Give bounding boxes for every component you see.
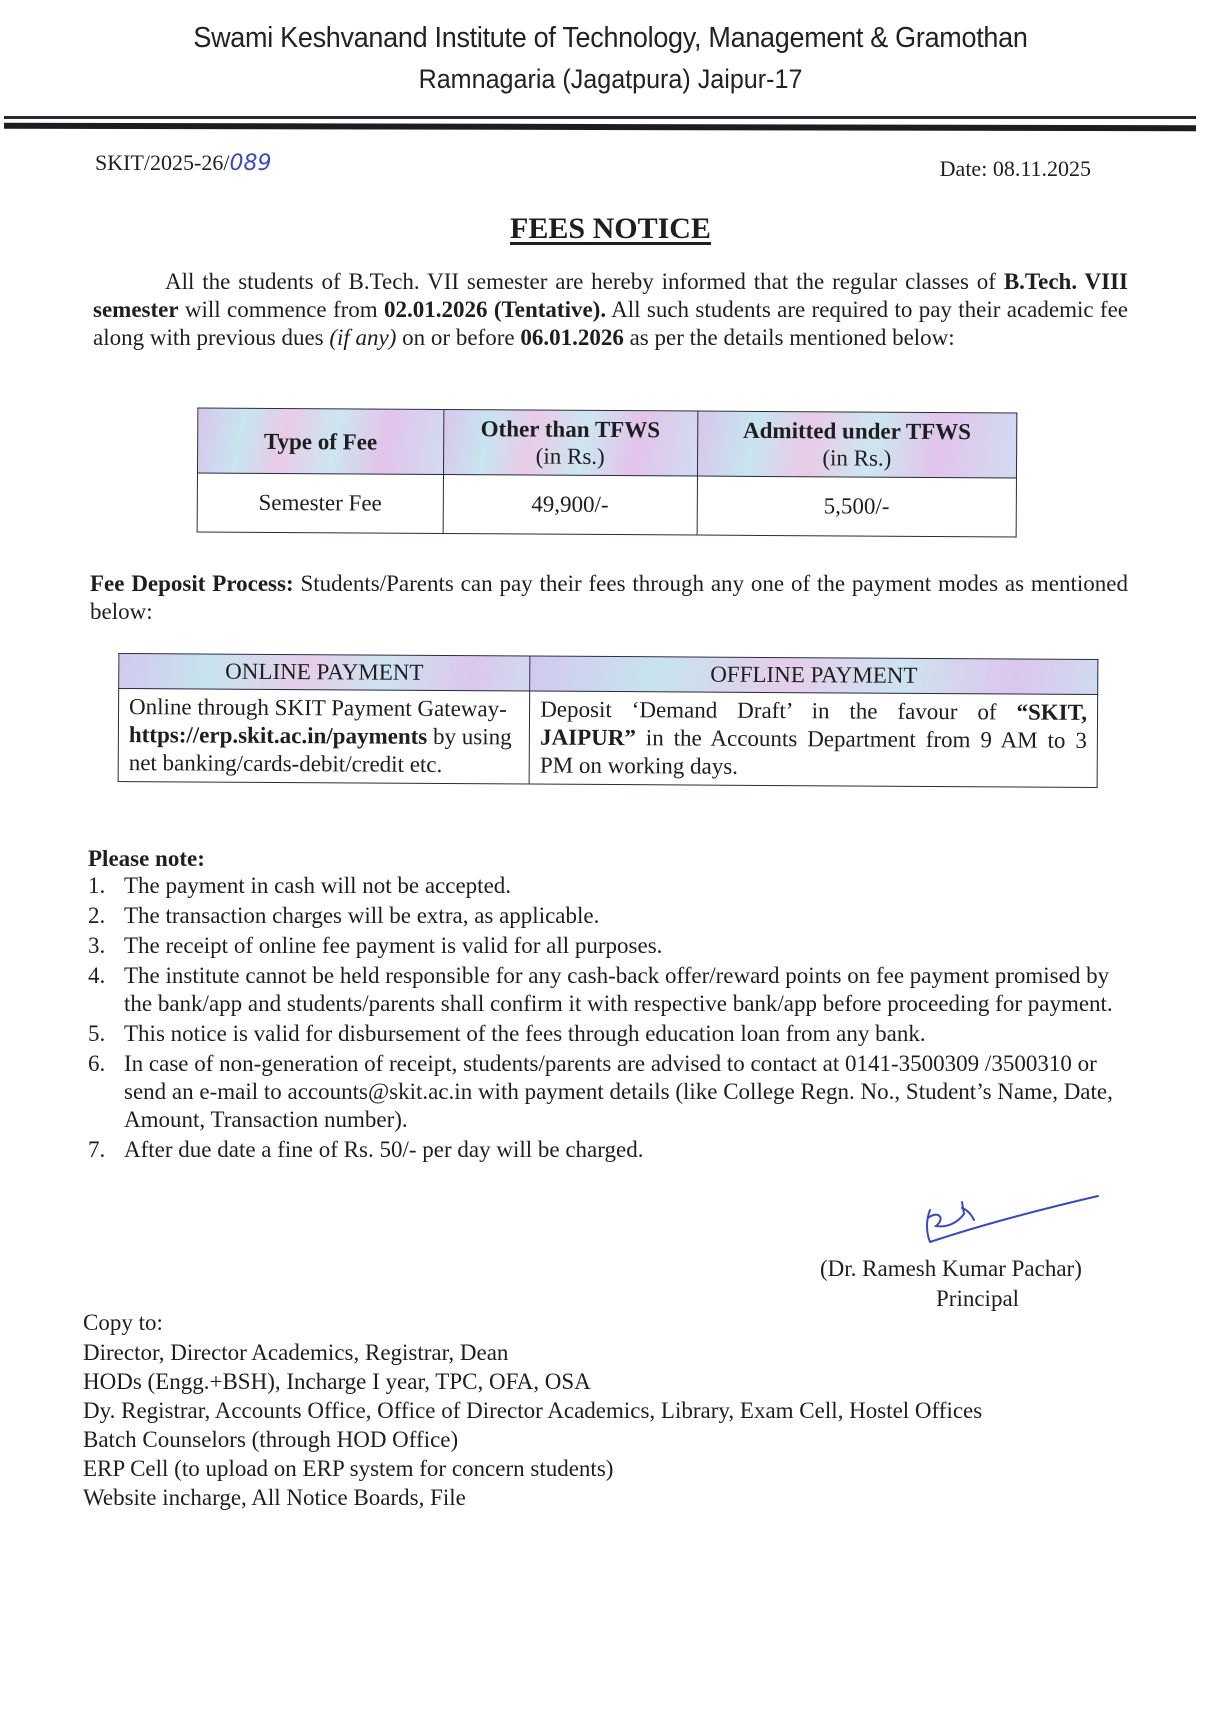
offline-payment-cell: Deposit ‘Demand Draft’ in the favour of “SKIT, JAIPUR” in the Accounts Department from 9 AM to 3 PM on working days. xyxy=(529,691,1097,787)
list-item: ERP Cell (to upload on ERP system for concern students) xyxy=(83,1456,614,1481)
table-row xyxy=(197,473,1016,537)
list-item: 5. This notice is valid for disbursement of the fees through education loan from any bank. xyxy=(88,1021,926,1046)
intro-text: All the students of B.Tech. VII semester are hereby informed that the regular classes of xyxy=(165,269,1004,294)
list-item: 3. The receipt of online fee payment is valid for all purposes. xyxy=(88,933,663,958)
list-item: 6. In case of non-generation of receipt, students/parents are advised to contact at 0141-3500309 /3500310 or send an e-mail to accounts@skit.ac.in with payment details (like College Regn. No., Student’s Name, Date, Amount, Transaction number). xyxy=(88,1051,1113,1132)
demand-draft-payee: “SKIT, JAIPUR” xyxy=(539,699,1088,751)
list-item: HODs (Engg.+BSH), Incharge I year, TPC, OFA, OSA xyxy=(83,1369,591,1394)
list-item: 4. The institute cannot be held responsible for any cash-back offer/reward points on fee payment promised by the bank/app and students/parents shall confirm it with respective bank/app before proceeding for payment. xyxy=(88,963,1113,1016)
list-item: 2. The transaction charges will be extra, as applicable. xyxy=(88,903,600,928)
table-row xyxy=(118,689,1098,788)
list-item: Dy. Registrar, Accounts Office, Office of Director Academics, Library, Exam Cell, Hostel Offices xyxy=(83,1398,983,1423)
intro-if-any: (if any) xyxy=(329,325,397,350)
intro-commence-date: 02.01.2026 (Tentative). xyxy=(384,297,607,322)
copy-to-list xyxy=(83,1338,982,1512)
signature-icon xyxy=(918,1188,1108,1258)
header-divider-thin xyxy=(4,116,1196,119)
payment-modes-table xyxy=(118,653,1099,788)
intro-text: as per the details mentioned below: xyxy=(623,325,955,350)
intro-semester: B.Tech. VIII semester xyxy=(93,269,1128,322)
online-payment-header: ONLINE PAYMENT xyxy=(119,654,530,692)
intro-text: will commence from xyxy=(178,297,385,322)
reference-handwritten-number: 089 xyxy=(229,151,272,176)
list-item: 7. After due date a fine of Rs. 50/- per day will be charged. xyxy=(88,1137,644,1162)
offline-payment-header: OFFLINE PAYMENT xyxy=(530,656,1098,694)
signatory-designation: Principal xyxy=(936,1286,1020,1311)
intro-text: All such students are required to pay their academic fee along with previous dues xyxy=(93,297,1128,350)
copy-to-heading: Copy to: xyxy=(83,1310,163,1335)
notes-list xyxy=(88,872,1128,1166)
notice-date: Date: 08.11.2025 xyxy=(939,156,1091,181)
list-item: Website incharge, All Notice Boards, File xyxy=(83,1485,466,1510)
intro-text: on or before xyxy=(396,325,521,350)
institute-address: Ramnagaria (Jagatpura) Jaipur-17 xyxy=(418,64,803,94)
fee-header-under-tfws: Admitted under TFWS (in Rs.) xyxy=(697,411,1017,478)
online-payment-cell: Online through SKIT Payment Gateway- https://erp.skit.ac.in/payments by using net banking/cards-debit/credit etc. xyxy=(118,689,530,785)
payment-gateway-link[interactable]: https://erp.skit.ac.in/payments xyxy=(128,722,428,749)
title-text: FEES NOTICE xyxy=(510,212,711,245)
fee-other-than-tfws-cell: 49,900/- xyxy=(443,474,697,535)
notes-heading: Please note: xyxy=(88,846,205,871)
fee-header-other-than-tfws: Other than TFWS (in Rs.) xyxy=(443,410,697,477)
fee-table xyxy=(197,407,1018,537)
fee-type-cell: Semester Fee xyxy=(197,473,443,533)
deposit-process-label: Fee Deposit Process: xyxy=(90,571,294,596)
fee-table-header-row xyxy=(197,408,1016,478)
list-item: Director, Director Academics, Registrar, Dean xyxy=(83,1340,509,1365)
deposit-process-text: Students/Parents can pay their fees through any one of the payment modes as mentioned below: xyxy=(90,571,1128,624)
header-divider-thick xyxy=(4,123,1196,131)
fee-under-tfws-cell: 5,500/- xyxy=(697,476,1017,537)
intro-due-date: 06.01.2026 xyxy=(520,325,624,350)
intro-paragraph xyxy=(93,268,1128,352)
payment-table-header-row xyxy=(119,654,1098,695)
fee-header-type: Type of Fee xyxy=(197,408,443,474)
page-title xyxy=(0,212,1221,246)
reference-number xyxy=(95,150,271,176)
list-item: Batch Counselors (through HOD Office) xyxy=(83,1427,459,1452)
deposit-process-paragraph xyxy=(90,570,1128,626)
reference-prefix: SKIT/2025-26/ xyxy=(95,150,230,175)
institute-name: Swami Keshvanand Institute of Technology, Management & Gramothan xyxy=(193,22,1028,54)
list-item: 1. The payment in cash will not be accepted. xyxy=(88,873,512,898)
signatory-name: (Dr. Ramesh Kumar Pachar) xyxy=(820,1256,1082,1281)
